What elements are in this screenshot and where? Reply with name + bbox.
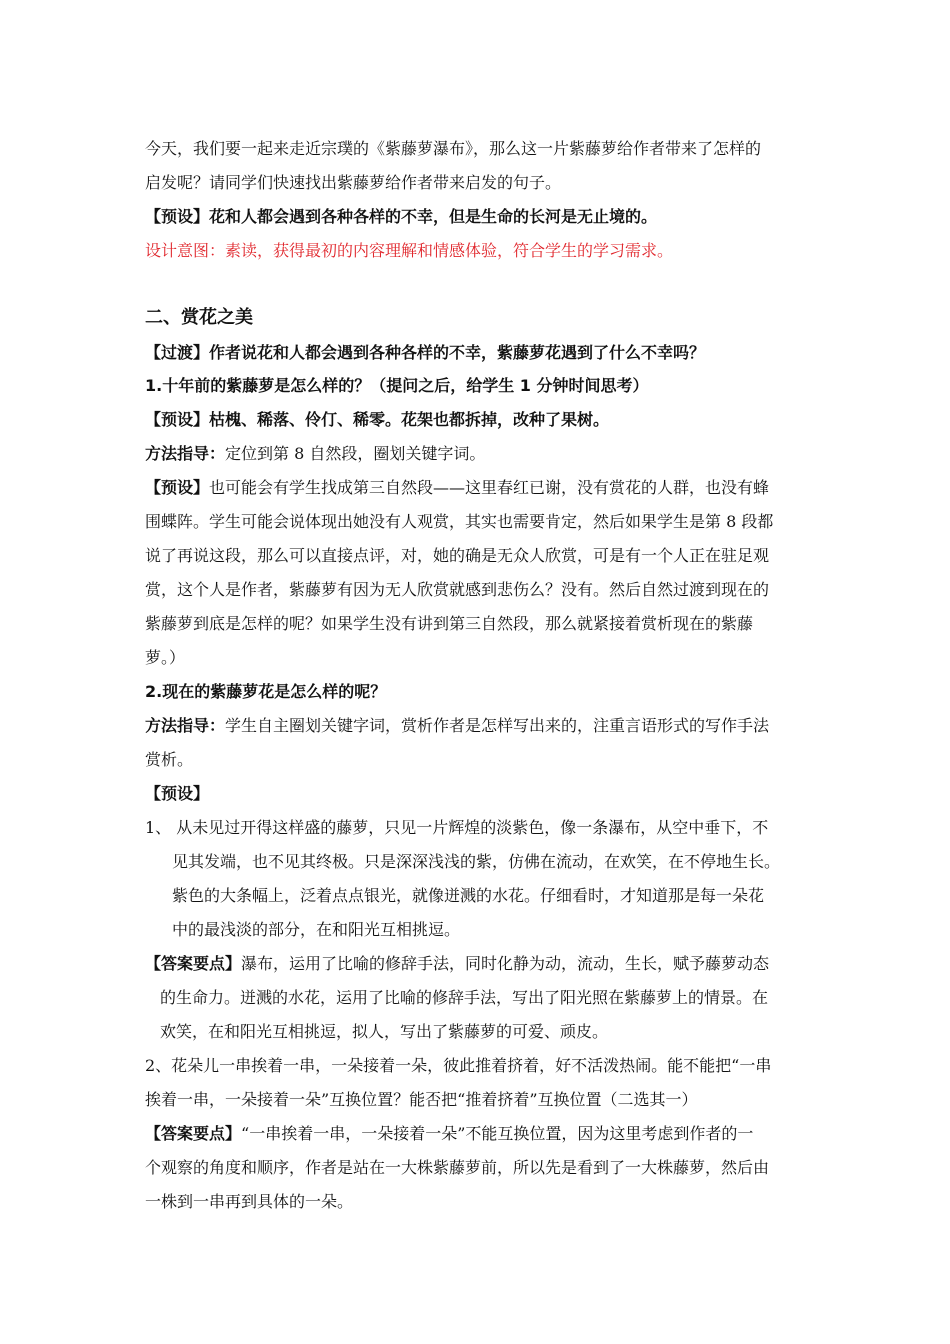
- method2-label: 方法指导：: [145, 716, 226, 735]
- preset2-line-1: 围蝶阵。学生可能会说体现出她没有人观赏，其实也需要肯定，然后如果学生是第 8 段都: [145, 512, 774, 531]
- transition-text: 作者说花和人都会遇到各种各样的不幸，紫藤萝花遇到了什么不幸吗？: [209, 343, 706, 362]
- method2-text: 学生自主圈划关键字词，赏析作者是怎样写出来的，注重言语形式的写作手法: [225, 716, 770, 735]
- preset3-label: 【预设】: [145, 784, 210, 803]
- question-2: 2.现在的紫藤萝花是怎么样的呢？: [145, 682, 387, 701]
- answer2-line-0: [145, 1123, 753, 1145]
- intro-line-2: 启发呢？请同学们快速找出紫藤萝给作者带来启发的句子。: [145, 173, 562, 192]
- preset2-line-4: 紫藤萝到底是怎样的呢？如果学生没有讲到第三自然段，那么就紧接着赏析现在的紫藤: [145, 614, 754, 633]
- item1-line-3: 中的最浅淡的部分，在和阳光互相挑逗。: [172, 920, 461, 939]
- item2-line-0: 2、花朵儿一串挨着一串，一朵接着一朵，彼此推着挤着，好不活泼热闹。能不能把“一串: [145, 1056, 772, 1075]
- q1-preset: [145, 409, 609, 431]
- method-guide-2-cont: 赏析。: [145, 750, 194, 769]
- method1-label: 方法指导：: [145, 444, 226, 463]
- item1-line-2: 紫色的大条幅上，泛着点点银光，就像迸溅的水花。仔细看时，才知道那是每一朵花: [172, 886, 765, 905]
- item1-line-0: 1、 从未见过开得这样盛的藤萝，只见一片辉煌的淡紫色，像一条瀑布，从空中垂下，不: [145, 818, 769, 837]
- item1-line-1: 见其发端，也不见其终极。只是深深浅浅的紫，仿佛在流动，在欢笑，在不停地生长。: [172, 852, 781, 871]
- answer1-label: 【答案要点】: [145, 954, 242, 973]
- answer1-line-0: [145, 953, 769, 975]
- transition-paragraph: [145, 342, 705, 364]
- answer1-text: 瀑布，运用了比喻的修辞手法，同时化静为动，流动，生长，赋予藤萝动态: [241, 954, 770, 973]
- answer2-text: “一串挨着一串，一朵接着一朵”不能互换位置，因为这里考虑到作者的一: [241, 1124, 754, 1143]
- answer1-line-2: 欢笑，在和阳光互相挑逗，拟人，写出了紫藤萝的可爱、顽皮。: [160, 1022, 609, 1041]
- intro-line-1: 今天，我们要一起来走近宗璞的《紫藤萝瀑布》，那么这一片紫藤萝给作者带来了怎样的: [145, 139, 762, 158]
- method-guide-1: [145, 443, 485, 465]
- method1-text: 定位到第 8 自然段，圈划关键字词。: [225, 444, 486, 463]
- answer2-line-2: 一株到一串再到具体的一朵。: [145, 1192, 354, 1211]
- q1-preset-label: 【预设】: [145, 410, 210, 429]
- method-guide-2: [145, 715, 769, 737]
- preset2-text: 也可能会有学生找成第三自然段——这里春红已谢，没有赏花的人群，也没有蜂: [209, 478, 770, 497]
- question-1: 1.十年前的紫藤萝是怎么样的？（提问之后，给学生 1 分钟时间思考）: [145, 376, 649, 395]
- design-intent: 设计意图：素读，获得最初的内容理解和情感体验，符合学生的学习需求。: [145, 241, 674, 260]
- preset2-line-5: 萝。）: [145, 648, 186, 667]
- intro-preset: [145, 206, 657, 228]
- preset2-line-2: 说了再说这段，那么可以直接点评，对，她的确是无众人欣赏，可是有一个人正在驻足观: [145, 546, 770, 565]
- section-heading: 二、赏花之美: [145, 307, 253, 328]
- answer2-label: 【答案要点】: [145, 1124, 242, 1143]
- q1-preset-text: 枯槐、稀落、伶仃、稀零。花架也都拆掉，改种了果树。: [209, 410, 610, 429]
- item2-line-1: 挨着一串，一朵接着一朵”互换位置？能否把“推着挤着”互换位置（二选其一）: [145, 1090, 698, 1109]
- preset-label: 【预设】: [145, 207, 210, 226]
- preset-text: 花和人都会遇到各种各样的不幸，但是生命的长河是无止境的。: [209, 207, 658, 226]
- transition-label: 【过渡】: [145, 343, 210, 362]
- answer1-line-1: 的生命力。迸溅的水花，运用了比喻的修辞手法，写出了阳光照在紫藤萝上的情景。在: [160, 988, 769, 1007]
- answer2-line-1: 个观察的角度和顺序，作者是站在一大株紫藤萝前，所以先是看到了一大株藤萝，然后由: [145, 1158, 770, 1177]
- preset2-label: 【预设】: [145, 478, 210, 497]
- preset2-line-3: 赏，这个人是作者，紫藤萝有因为无人欣赏就感到悲伤么？没有。然后自然过渡到现在的: [145, 580, 770, 599]
- preset2-line-0: [145, 477, 769, 499]
